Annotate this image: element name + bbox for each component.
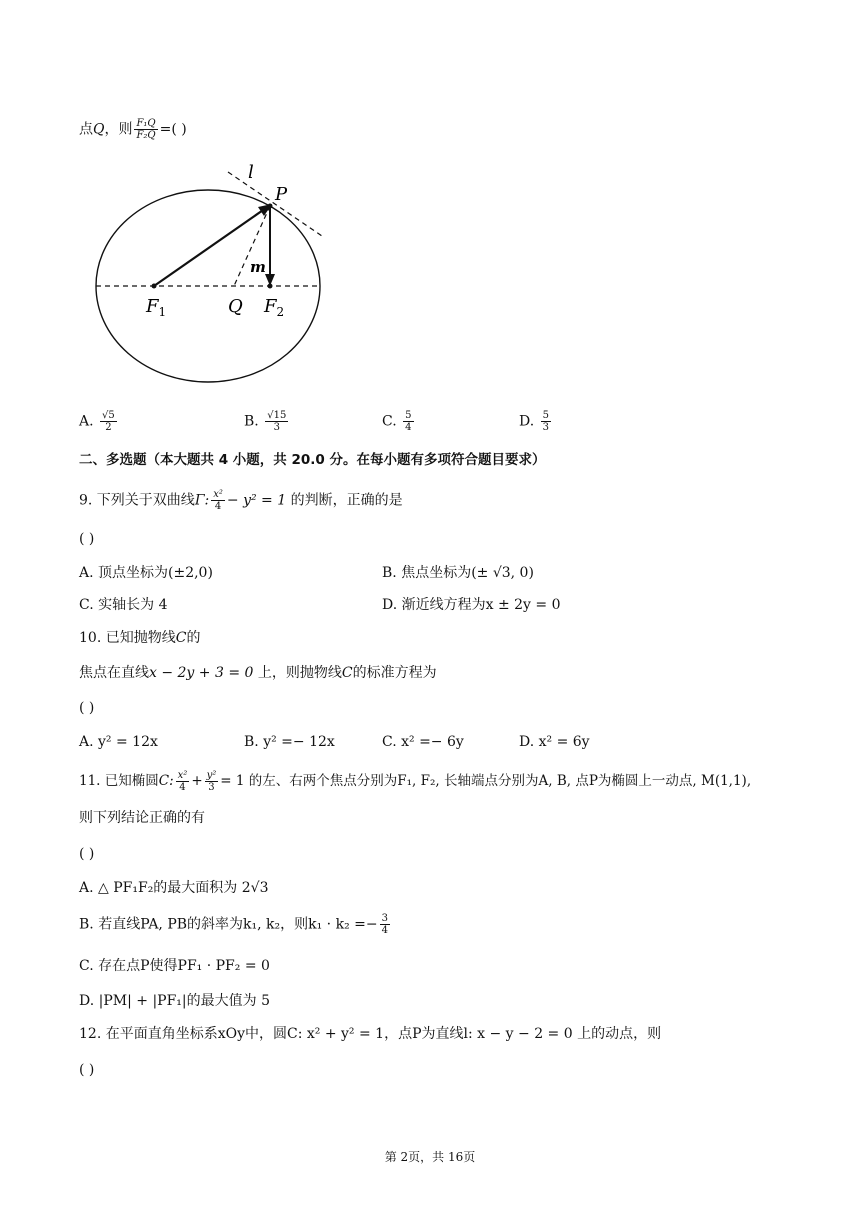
label-m: m [250, 258, 266, 276]
text: − y² = 1 [226, 492, 287, 509]
text: Q [93, 121, 105, 138]
fraction-denominator: 3 [208, 782, 215, 793]
option-label: D. [519, 413, 535, 430]
text: = 1 的左、右两个焦点分别为F₁, F₂, 长轴端点分别为A, B, 点P为椭圆上一动点, M(1,1), [220, 773, 752, 789]
fraction-numerator: 5 [405, 410, 412, 421]
text: ，则 [104, 121, 133, 138]
question-11-stem [79, 770, 751, 793]
fraction-denominator: 4 [179, 782, 186, 793]
text: 点 [79, 121, 93, 138]
option-a[interactable]: A. y² = 12x [79, 734, 158, 750]
text: B. 若直线PA, PB的斜率为k₁, k₂，则k₁ · k₂ =− [79, 916, 378, 933]
option-label: A. [79, 413, 94, 430]
option-c[interactable]: C. 存在点P使得PF₁ · PF₂ = 0 [79, 958, 270, 974]
question-9-stem [79, 489, 403, 512]
question-12-stem: 12. 在平面直角坐标系xOy中，圆C: x² + y² = 1，点P为直线l: x − y − 2 = 0 上的动点，则 [79, 1026, 662, 1042]
point-P [268, 204, 273, 209]
fraction-numerator: √5 [102, 410, 115, 421]
option-b[interactable] [244, 410, 290, 433]
text: C [175, 630, 187, 646]
option-d[interactable]: D. |PM| + |PF₁|的最大值为 5 [79, 993, 270, 1009]
option-b[interactable]: B. 焦点坐标为(± √3, 0) [382, 565, 534, 581]
fraction-numerator: x² [213, 489, 223, 500]
fraction [100, 410, 117, 433]
text: x − 2y + 3 = 0 [149, 665, 254, 681]
label-P: P [275, 184, 288, 205]
option-d[interactable] [519, 410, 553, 433]
fraction-numerator: y² [206, 770, 217, 781]
label-F2: $F_2$ [264, 296, 285, 319]
page-footer: 第 2页，共 16页 [384, 1150, 476, 1164]
fraction [211, 489, 225, 512]
question-8-tail [79, 118, 187, 141]
text: C: [158, 773, 174, 789]
text: 的 [186, 630, 201, 646]
text: C [341, 665, 353, 681]
fraction-denominator: F₂Q [136, 130, 156, 141]
point-F2 [268, 284, 273, 289]
text: 焦点在直线 [79, 665, 149, 681]
fraction-denominator: 4 [214, 501, 222, 512]
fraction-numerator: 5 [542, 410, 550, 421]
question-10-stem-line2 [79, 663, 437, 683]
text: 10. 已知抛物线 [79, 630, 176, 646]
point-F1 [152, 284, 157, 289]
fraction-denominator: 4 [381, 925, 388, 936]
text: 的标准方程为 [352, 665, 437, 681]
fraction-numerator: x² [177, 770, 188, 781]
question-10-stem [79, 628, 200, 648]
fraction-numerator: F₁Q [136, 118, 156, 129]
fraction-denominator: 3 [542, 422, 550, 433]
fraction [541, 410, 551, 433]
option-a[interactable] [79, 410, 119, 433]
fraction [205, 770, 219, 793]
fraction [380, 913, 390, 936]
option-label: B. [244, 413, 259, 430]
question-11-paren: ( ) [79, 846, 95, 862]
label-l: l [248, 162, 254, 183]
text: 上，则抛物线 [253, 665, 342, 681]
section-heading: 二、多选题（本大题共 4 小题，共 20.0 分。在每小题有多项符合题目要求） [79, 452, 546, 468]
fraction [134, 118, 157, 141]
option-c[interactable]: C. x² =− 6y [382, 734, 464, 750]
option-c[interactable]: C. 实轴长为 4 [79, 597, 168, 613]
fraction-numerator: 3 [381, 913, 388, 924]
question-12-paren: ( ) [79, 1062, 95, 1078]
option-label: C. [382, 413, 397, 430]
fraction [176, 770, 190, 793]
label-Q: Q [228, 296, 243, 317]
fraction-numerator: √15 [267, 410, 287, 421]
fraction-denominator: 2 [105, 422, 112, 433]
question-9-paren: ( ) [79, 531, 95, 547]
text: Γ: [194, 492, 210, 509]
text: 的判断，正确的是 [286, 492, 403, 509]
text: 11. 已知椭圆 [79, 773, 159, 789]
option-a[interactable]: A. △ PF₁F₂的最大面积为 2√3 [79, 880, 269, 896]
question-10-paren: ( ) [79, 700, 95, 716]
option-b[interactable]: B. y² =− 12x [244, 734, 335, 750]
fraction [265, 410, 288, 433]
question-11-stem-line2: 则下列结论正确的有 [79, 810, 205, 826]
option-a[interactable]: A. 顶点坐标为(±2,0) [79, 565, 213, 581]
text: + [191, 773, 203, 789]
text: 9. 下列关于双曲线 [79, 492, 195, 509]
fraction-denominator: 4 [405, 422, 412, 433]
option-d[interactable]: D. 渐近线方程为x ± 2y = 0 [382, 597, 561, 613]
option-c[interactable] [382, 410, 416, 433]
label-F1: $F_1$ [146, 296, 167, 319]
fraction [403, 410, 413, 433]
ellipse-figure [90, 160, 335, 390]
option-b[interactable] [79, 913, 392, 936]
fraction-denominator: 3 [273, 422, 280, 433]
option-d[interactable]: D. x² = 6y [519, 734, 590, 750]
text: =( ) [159, 121, 187, 138]
